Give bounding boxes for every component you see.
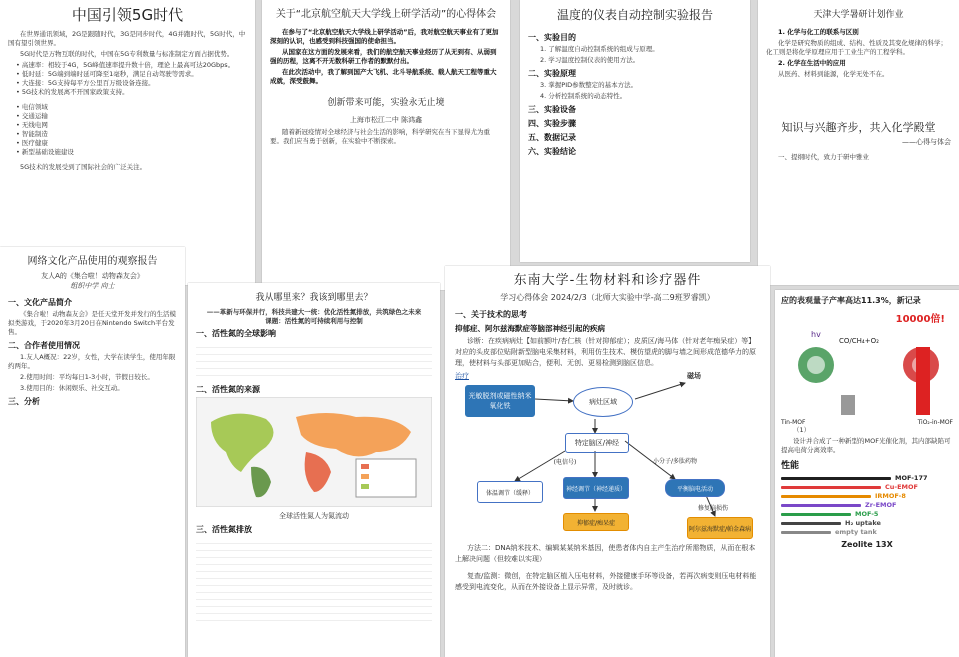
- legend-swatch: [781, 504, 861, 507]
- doc3-section: 四、实验步骤: [528, 119, 576, 128]
- doc1-bullet: • 高速率：相较于4G，5G峰值速率提升数十倍，理论上最高可达20Gbps。: [16, 61, 247, 70]
- legend-label: Zr-EMOF: [865, 501, 897, 509]
- doc3-section: 二、实验原理: [528, 69, 576, 78]
- legend-swatch: [781, 495, 871, 498]
- legend-row: [781, 483, 953, 491]
- doc1-bullet2: • 电信领域: [16, 103, 247, 112]
- mof-labels: [781, 419, 953, 426]
- doc-temperature-report: [520, 0, 750, 262]
- doc1-bullets2: [8, 103, 247, 157]
- mof-figure: [781, 325, 953, 415]
- doc-beihang-reflection: [262, 0, 510, 290]
- doc7-section: 一、关于技术的思考: [455, 310, 527, 319]
- doc-nitrogen-report: [188, 283, 440, 657]
- doc3-title: 温度的仪表自动控制实验报告: [556, 8, 713, 22]
- doc1-bullet2: • 智能制造: [16, 130, 247, 139]
- doc3-line: 3. 掌握PID参数整定的基本方法。: [540, 81, 638, 89]
- doc8-para: （1）: [793, 426, 811, 434]
- legend-row: [781, 519, 953, 527]
- doc4-line: 1. 化学与化工的联系与区别: [778, 28, 859, 36]
- doc7-item: 抑郁症、阿尔兹海默症等脑部神经引起的疾病: [455, 324, 605, 333]
- doc5-byline: 组织中学 向士: [70, 282, 115, 290]
- doc5-title: 网络文化产品使用的观察报告: [27, 256, 158, 267]
- doc2-section: 创新带来可能，实验永无止境: [327, 98, 445, 108]
- doc4-quote-author: ——心得与体会: [902, 138, 951, 146]
- doc3-line: 2. 学习温度控制仪表的使用方法。: [540, 56, 640, 64]
- mof-label: TiO₂-in-MOF: [917, 419, 953, 426]
- doc4-quote-title: 知识与兴趣齐步，共入化学殿堂: [781, 121, 936, 134]
- doc5-section: 一、文化产品简介: [8, 298, 72, 307]
- box-brain: 病灶区域: [573, 387, 633, 417]
- doc7-para3: 复查/监测：微创，在特定脑区植入压电材料，外接健康手环等设备，若再次病变则压电材料能感受到电流变化，从而在外接设备上显示异常，及时就诊。: [455, 572, 757, 591]
- doc1-bullet: • 低时延：5G端到端时延可降至1毫秒，满足自动驾驶等需求。: [16, 70, 247, 79]
- doc8-para: 设计并合成了一种新型的MOF光催化剂，其内部缺陷可提高电荷分离效率。: [781, 437, 951, 454]
- doc1-bullet: • 5G技术的发展离不开国家政策支持。: [16, 88, 247, 97]
- doc8-perf-title: 性能: [781, 461, 800, 471]
- doc-seu-biomaterials: [445, 266, 770, 657]
- doc6-text-block: [196, 537, 432, 627]
- box-resist: 抑郁症/痴呆症: [563, 513, 629, 531]
- doc-mof-slide: [775, 290, 959, 657]
- doc4-line: 从医药、材料到能源，化学无处不在。: [778, 70, 889, 78]
- doc2-para-1: 从国家在这方面的发展来看，我们的航空航天事业经历了从无到有、从弱到强的历程，这离不开无数科研工作者的默默付出。: [270, 48, 497, 65]
- doc2-para-0: 在参与了“北京航空航天大学线上研学活动”后，我对航空航天事业有了更加深刻的认识，也感受到科技强国的使命担当。: [270, 28, 499, 45]
- legend-swatch: [781, 513, 851, 516]
- doc2-body: 随着新冠疫情对全球经济与社会生活的影响，科学研究在当下显得尤为重要。我们应当勇于创新，在实验中不断探索。: [270, 128, 490, 145]
- doc5-section: 三、分析: [8, 397, 40, 406]
- doc1-footer: 5G技术的发展受到了国际社会的广泛关注。: [20, 163, 147, 171]
- doc4-title: 天津大学暑研计划作业: [813, 10, 904, 20]
- box-balance: 平衡脑电活动: [665, 479, 725, 497]
- box-regulate: 神经调节（神经递质）: [563, 477, 629, 499]
- legend-row: [781, 501, 953, 509]
- doc5-para: 《集合啦！动物森友会》是任天堂开发并发行的生活模拟类游戏，于2020年3月20日在Nintendo Switch平台发售。: [8, 310, 176, 336]
- doc4-line: 2. 化学在生活中的应用: [778, 59, 846, 67]
- treatment-diagram: [455, 371, 760, 541]
- doc3-section: 五、数据记录: [528, 133, 576, 142]
- doc8-title: [781, 295, 953, 306]
- doc-animal-crossing-report: [0, 247, 185, 657]
- legend-swatch: [781, 486, 881, 489]
- legend-row: [781, 528, 953, 536]
- doc6-lead: 课题：活性氮的可持续利用与控制: [265, 317, 363, 325]
- box-micro: 小分子/多肽药物: [652, 457, 698, 465]
- doc1-intro-0: 在世界通讯领域，2G是跟随时代，3G是同步时代，4G并跑时代，5G时代，中国有望引领世界。: [8, 30, 246, 47]
- box-alz: 阿尔兹海默症/帕金森病: [687, 517, 753, 539]
- doc4-quote-body: 一、提纲时代，致力于研中雅业: [778, 153, 869, 161]
- box-signal: (电信号): [553, 458, 577, 466]
- legend-label: MOF-177: [895, 474, 928, 482]
- doc1-intro-1: 5G时代是万物互联的时代，中国在5G专利数量与标准制定方面占据优势。: [20, 50, 234, 58]
- doc2-para-2: 在此次活动中，我了解到国产大飞机、北斗导航系统、载人航天工程等重大成就，深受鼓舞。: [270, 68, 497, 85]
- doc3-section: 一、实验目的: [528, 33, 576, 42]
- doc4-line: 化学是研究物质的组成、结构、性质及其变化规律的科学；化工则是将化学原理应用于工业生产的工程学科。: [766, 39, 947, 56]
- legend-label: H₂ uptake: [845, 519, 881, 527]
- doc3-line: 4. 分析控制系统的动态特性。: [540, 92, 627, 100]
- mof-label: Tin-MOF: [781, 419, 806, 426]
- doc6-section: 三、活性氮排放: [196, 525, 252, 534]
- world-map-figure: [196, 397, 432, 507]
- doc-tianjin-homework: [758, 0, 959, 285]
- doc6-subtitle: ——革新与环保并行，科技共建大一统：优化活性氮排放，共筑绿色之未来: [206, 308, 422, 316]
- doc3-line: 1. 了解温度自动控制系统的组成与原理。: [540, 45, 659, 53]
- badge-10000: 10000倍!: [895, 314, 945, 325]
- legend-swatch: [781, 522, 841, 525]
- box-release: 体温调节（缓释）: [477, 481, 543, 503]
- map-caption: 全球活性氮人为氮流动: [279, 512, 349, 520]
- svg-text:hv: hv: [811, 330, 821, 339]
- doc1-bullet: • 大连接：5G支持每平方公里百万级设备连接。: [16, 79, 247, 88]
- box-nano: 光敏脱剂或磁性纳米氧化铁: [465, 385, 535, 417]
- doc2-author: 上海市松江二中 陈鸿鑫: [349, 116, 423, 124]
- diagram-label-treat: 治疗: [455, 372, 469, 380]
- doc5-para: 3.使用目的：休闲娱乐、社交互动。: [20, 384, 124, 392]
- legend-swatch: [781, 477, 891, 480]
- doc1-bullet2: • 新型基础设施建设: [16, 148, 247, 157]
- doc3-section: 三、实验设备: [528, 105, 576, 114]
- legend-swatch: [781, 531, 831, 534]
- doc7-subtitle: 学习心得体会 2024/2/3（北师大实验中学-高二9班罗睿凯）: [500, 293, 715, 302]
- doc8-title-text: 应的表观量子产率高达11.3%，新记录: [781, 296, 921, 305]
- box-target: 特定脑区/神经: [565, 433, 629, 453]
- doc1-bullet2: • 医疗健康: [16, 139, 247, 148]
- doc1-bullet2: • 交通运输: [16, 112, 247, 121]
- doc1-title: 中国引领5G时代: [71, 6, 184, 24]
- formula-text: CO/CH₄+O₂: [839, 337, 879, 345]
- doc6-section: 一、活性氮的全球影响: [196, 329, 276, 338]
- legend-row: [781, 474, 953, 482]
- doc5-para: 2.使用时间：平均每日1-3小时，节假日较长。: [20, 373, 154, 381]
- legend-label: IRMOF-8: [875, 492, 906, 500]
- legend-label: Cu-EMOF: [885, 483, 918, 491]
- doc6-section: 二、活性氮的来源: [196, 385, 260, 394]
- perf-legend: [781, 474, 953, 536]
- doc1-bullets: [8, 61, 247, 97]
- doc3-section: 六、实验结论: [528, 147, 576, 156]
- doc5-subtitle: 友人A的《集合啦！动物森友会》: [41, 272, 144, 280]
- box-repair: 修复脑损伤: [697, 504, 728, 512]
- doc7-para1: 诊断：在疾病病灶【如前额叶/杏仁核（针对抑郁症）；皮质区/海马体（针对老年痴呆症）等】对应的头皮部位贴附新型脑电采集材料，利用仿生技术、模仿望虎的脚与墙之间形成范德华力的原理，使材料与头部更加贴合，便利、无创、更易检测到脑区信息。: [455, 337, 756, 367]
- diagram-label-mag: 磁场: [687, 372, 701, 380]
- legend-row: [781, 510, 953, 518]
- doc6-title: 我从哪里来？我该到哪里去？: [255, 293, 373, 303]
- doc7-para2: 方法二：DNA纳米技术、编辑某某纳米基因，使患者体内自主产生治疗所需物质，从而在根本上解决问题（但较难以实现）: [455, 544, 756, 563]
- legend-label: empty tank: [835, 528, 877, 536]
- zeolite-label: Zeolite 13X: [841, 540, 893, 549]
- doc1-bullet2: • 无线电网: [16, 121, 247, 130]
- doc5-section: 二、合作者使用情况: [8, 341, 80, 350]
- doc7-title: 东南大学-生物材料和诊疗器件: [513, 273, 702, 288]
- doc6-text-block: [196, 341, 432, 381]
- legend-label: MOF-5: [855, 510, 879, 518]
- doc5-para: 1.友人A概况：22岁，女性，大学在读学生，使用年限约两年。: [8, 353, 176, 370]
- doc-5g-article: [0, 0, 255, 285]
- doc2-title: 关于“北京航空航天大学线上研学活动”的心得体会: [275, 9, 497, 20]
- legend-row: [781, 492, 953, 500]
